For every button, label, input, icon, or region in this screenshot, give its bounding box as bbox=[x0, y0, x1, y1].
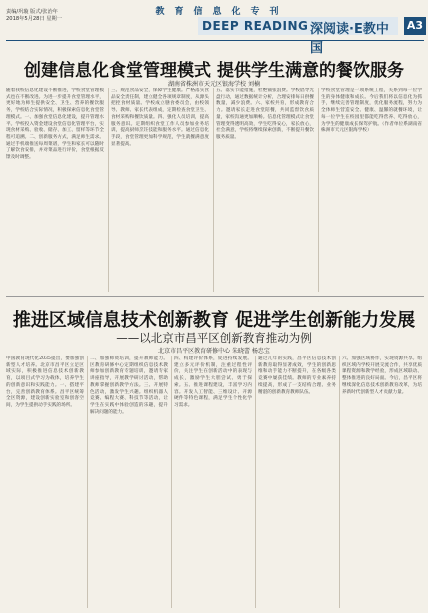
masthead-divider bbox=[6, 40, 424, 41]
article2-column-2: 二、加强师资培训，提升教师能力。区教育研修中心定期组织信息技术教师参加创新教育专题培训，邀请专家讲座指导，开展教学研讨活动，帮助教师掌握创新教学方法。三、开展特色活动，激发学生兴趣。组织机器人竞赛、编程大赛、科技节等活动，让学生在实践中体验创造的乐趣，提升解决问题的能力。 bbox=[90, 356, 168, 415]
page-slogan: 教育信息化专刊 bbox=[155, 7, 289, 17]
editor-credit: 责编/巩璇 版式/张治年 bbox=[6, 9, 58, 15]
article2-column-1: 中国教育现代化2035提出，要加强创新型人才培养。北京市昌平区立足区域实际，积极推进信息技术创新教育，以项目式学习为载体，培养学生的创新意识和实践能力。一、搭建平台，完善创新教育体系。昌平区统筹全区资源，建设创新实验室和创客空间，为学生提供动手实践的场所。 bbox=[6, 356, 84, 408]
issue-date: 2018年5月28日 星期一 bbox=[6, 16, 62, 23]
article1-column-3: 五、落实节能措施，杜绝铺张浪费。学校倡导光盘行动，通过数据统计分析，合理安排每日供餐数量，减少浪费。六、家校共育，形成教育合力。邀请家长走进食堂陪餐，共同监督饮食质量，家校沟通更加顺畅。信息化管理模式让食堂管理变得透明高效，学生吃得安心，家长放心，社会满意，学校将继续探索创新，不断提升餐饮服务质量。 bbox=[216, 88, 314, 140]
article2-column-3: 四、构建评价体系，促进持续发展。建立多元评价机制，注重过程性评价，关注学生在创新活动中的表现与成长，激励学生大胆尝试、勇于探索。五、推进课程建设，丰富学习内容。开发人工智能、三维设计、开源硬件等特色课程，满足学生个性化学习需求。 bbox=[174, 356, 252, 408]
article-divider bbox=[6, 296, 424, 297]
column-rule bbox=[108, 88, 109, 292]
article1-column-1: 随着我校信息化建设不断推进，学校食堂管理模式也在不断改进。为进一步提升食堂管理水平，更好地为师生提供安全、卫生、营养的餐饮服务，学校结合实际情况，积极探索信息化食堂管理模式。一、加强食堂信息化建设，提升管理水平。学校投入资金建设食堂信息化管理平台，实现食材采购、验收、储存、加工、留样等环节全程可追溯。二、创新服务方式，满足师生需求。通过手机端推送每周菜谱，学生和家长可以随时了解饮食安排，并对菜品进行评价，食堂根据反馈及时调整。 bbox=[6, 88, 104, 161]
section-name-cn: 深阅读·E教中国 bbox=[310, 22, 389, 56]
column-rule bbox=[339, 356, 340, 608]
column-rule bbox=[213, 88, 214, 292]
column-rule bbox=[87, 356, 88, 608]
article2-byline: 北京市昌平区教育研修中心 朱晓蕾 杨忠宝 bbox=[158, 348, 270, 355]
article1-column-4: 学校食堂管理是一项系统工程，关系到每一位学生的身体健康和成长。今后我们将以信息化为抓手，继续完善管理制度，优化服务流程，努力为全体师生营造安全、健康、温馨的就餐环境，让每一位学生在校园里都能吃得营养、吃得放心，为学生的健康成长保驾护航。（作者单位系湖南省株洲市天元区银海学校） bbox=[321, 88, 422, 134]
issue-meta bbox=[6, 9, 62, 24]
article1-byline: 湖南省株洲市天元区银海学校 刘楠 bbox=[168, 81, 260, 88]
article2-column-5: 六、加强区域协作，实现资源共享。组织区域内学校开展交流合作，共享优质课程资源和教学经验，形成区域联动、整体推进的良好局面。今后，昌平区将继续深化信息技术创新教育改革，为培养新时代创新型人才贡献力量。 bbox=[342, 356, 422, 395]
article2-column-4: 通过几年的实践，昌平区信息技术创新教育取得显著成效，学生的创新思维和动手能力不断提升，在各级各类竞赛中屡获佳绩。教师的专业素养持续提高，形成了一支结构合理、业务精湛的创新教育教师队伍。 bbox=[258, 356, 336, 395]
column-rule bbox=[318, 88, 319, 292]
section-name-en: DEEP READING bbox=[202, 19, 309, 33]
column-rule bbox=[171, 356, 172, 608]
article1-title: 创建信息化食堂管理模式 提供学生满意的餐饮服务 bbox=[24, 61, 404, 81]
section-banner bbox=[198, 17, 398, 56]
article1-column-2: 三、规范食品安全，保障学生健康。严格落实食品安全责任制，建立健全各项规章制度，从源头把控食材质量。学校成立膳食委员会，由校领导、教师、家长代表组成，定期检查食堂卫生、食材采购和餐饮质量。四、强化人员培训，提高服务意识。定期组织食堂工作人员参加业务培训，提高厨师烹饪技能和服务水平。通过信息化手段，食堂管理更加科学规范，学生就餐满意度显著提高。 bbox=[111, 88, 209, 147]
article2-subtitle: ——以北京市昌平区创新教育推动为例 bbox=[116, 331, 312, 345]
page-number: A3 bbox=[404, 17, 426, 35]
article2-title: 推进区域信息技术创新教育 促进学生创新能力发展 bbox=[12, 310, 416, 331]
column-rule bbox=[255, 356, 256, 608]
